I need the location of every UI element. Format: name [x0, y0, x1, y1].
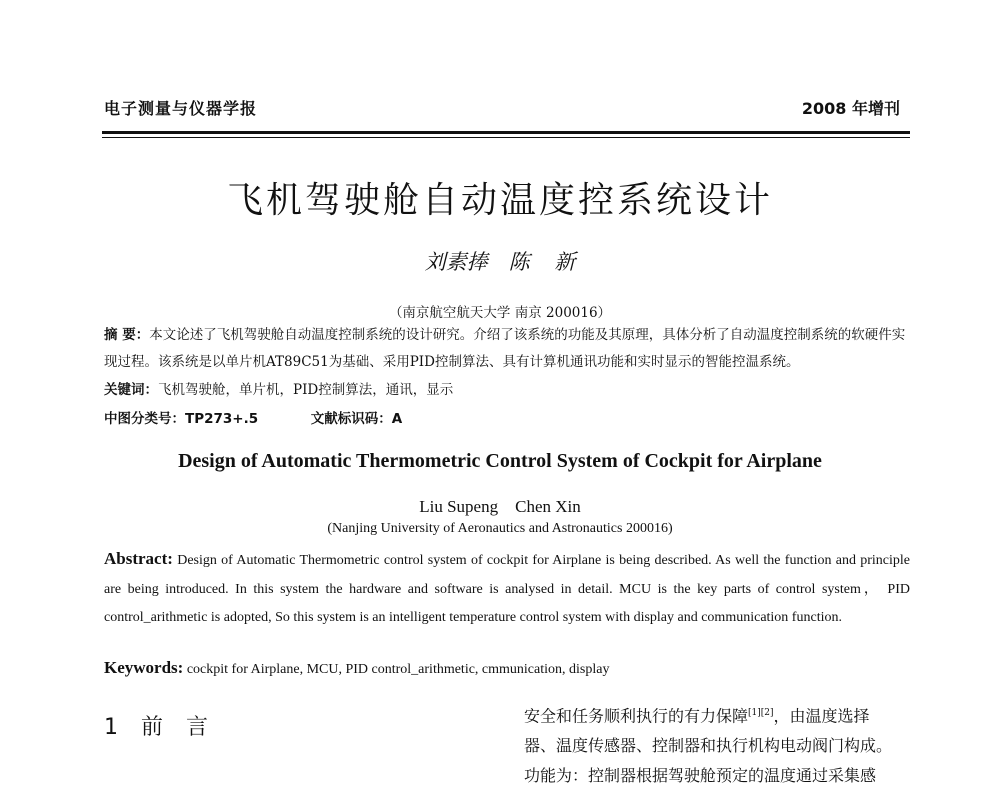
body-line: 功能为：控制器根据驾驶舱预定的温度通过采集感 [524, 766, 877, 786]
affiliation-cn: （南京航空航天大学 南京 200016） [388, 305, 612, 321]
section-heading: 1 前 言 [104, 715, 216, 740]
clc-label: 中图分类号： [104, 411, 185, 427]
affiliation-en: (Nanjing University of Aeronautics and Astronautics 200016) [327, 521, 673, 536]
keywords-en [104, 658, 910, 678]
body-line [524, 698, 912, 731]
issue-label: 2008 年增刊 [801, 99, 900, 118]
paper-title-cn: 飞机驾驶舱自动温度控系统设计 [226, 180, 773, 221]
doc-code-label: 文献标识码： [310, 411, 392, 427]
abstract-cn-label: 摘 要： [104, 327, 150, 343]
abstract-en-label: Abstract: [104, 549, 173, 568]
citation-ref: [1][2] [748, 708, 774, 718]
authors-en: Liu Supeng Chen Xin [419, 497, 581, 516]
paper-title-en: Design of Automatic Thermometric Control System of Cockpit for Airplane [178, 450, 822, 472]
body-line1-after: ，由温度选择 [773, 706, 870, 726]
authors-cn: 刘素捧 陈 新 [424, 250, 576, 274]
keywords-en-text: cockpit for Airplane, MCU, PID control_arithmetic, cmmunication, display [186, 662, 610, 677]
abstract-en-text: Design of Automatic Thermometric control system of cockpit for Airplane is being described. As well the function and principle are being introduced. In this system the hardware and software is analysed in detail. MCU is the key parts of control system， PID control_arithmetic is adopted, So this system is an intelligent temperature control system with display and communication function. [104, 553, 911, 625]
abstract-en [104, 545, 910, 633]
header-rule-thin [102, 137, 910, 138]
classification-line [104, 406, 910, 433]
body-column-right [524, 698, 912, 791]
keywords-cn [104, 377, 910, 404]
clc-value: TP273+.5 [185, 411, 259, 427]
keywords-cn-label: 关键词： [104, 382, 158, 398]
abstract-cn-text: 本文论述了飞机驾驶舱自动温度控制系统的设计研究。介绍了该系统的功能及其原理，具体分析了自动温度控制系统的软硬件实现过程。该系统是以单片机AT89C51为基础、采用PID控制算法、具有计算机通讯功能和实时显示的智能控温系统。 [104, 327, 906, 370]
header-rule-thick [102, 131, 910, 134]
body-line1-before: 安全和任务顺利执行的有力保障 [524, 706, 749, 726]
abstract-cn [104, 322, 910, 376]
journal-name: 电子测量与仪器学报 [104, 99, 258, 118]
keywords-en-label: Keywords: [104, 658, 184, 677]
keywords-cn-text: 飞机驾驶舱，单片机，PID控制算法，通讯，显示 [158, 382, 454, 398]
doc-code-value: A [391, 411, 403, 427]
body-line: 器、温度传感器、控制器和执行机构电动阀门构成。 [524, 736, 893, 756]
